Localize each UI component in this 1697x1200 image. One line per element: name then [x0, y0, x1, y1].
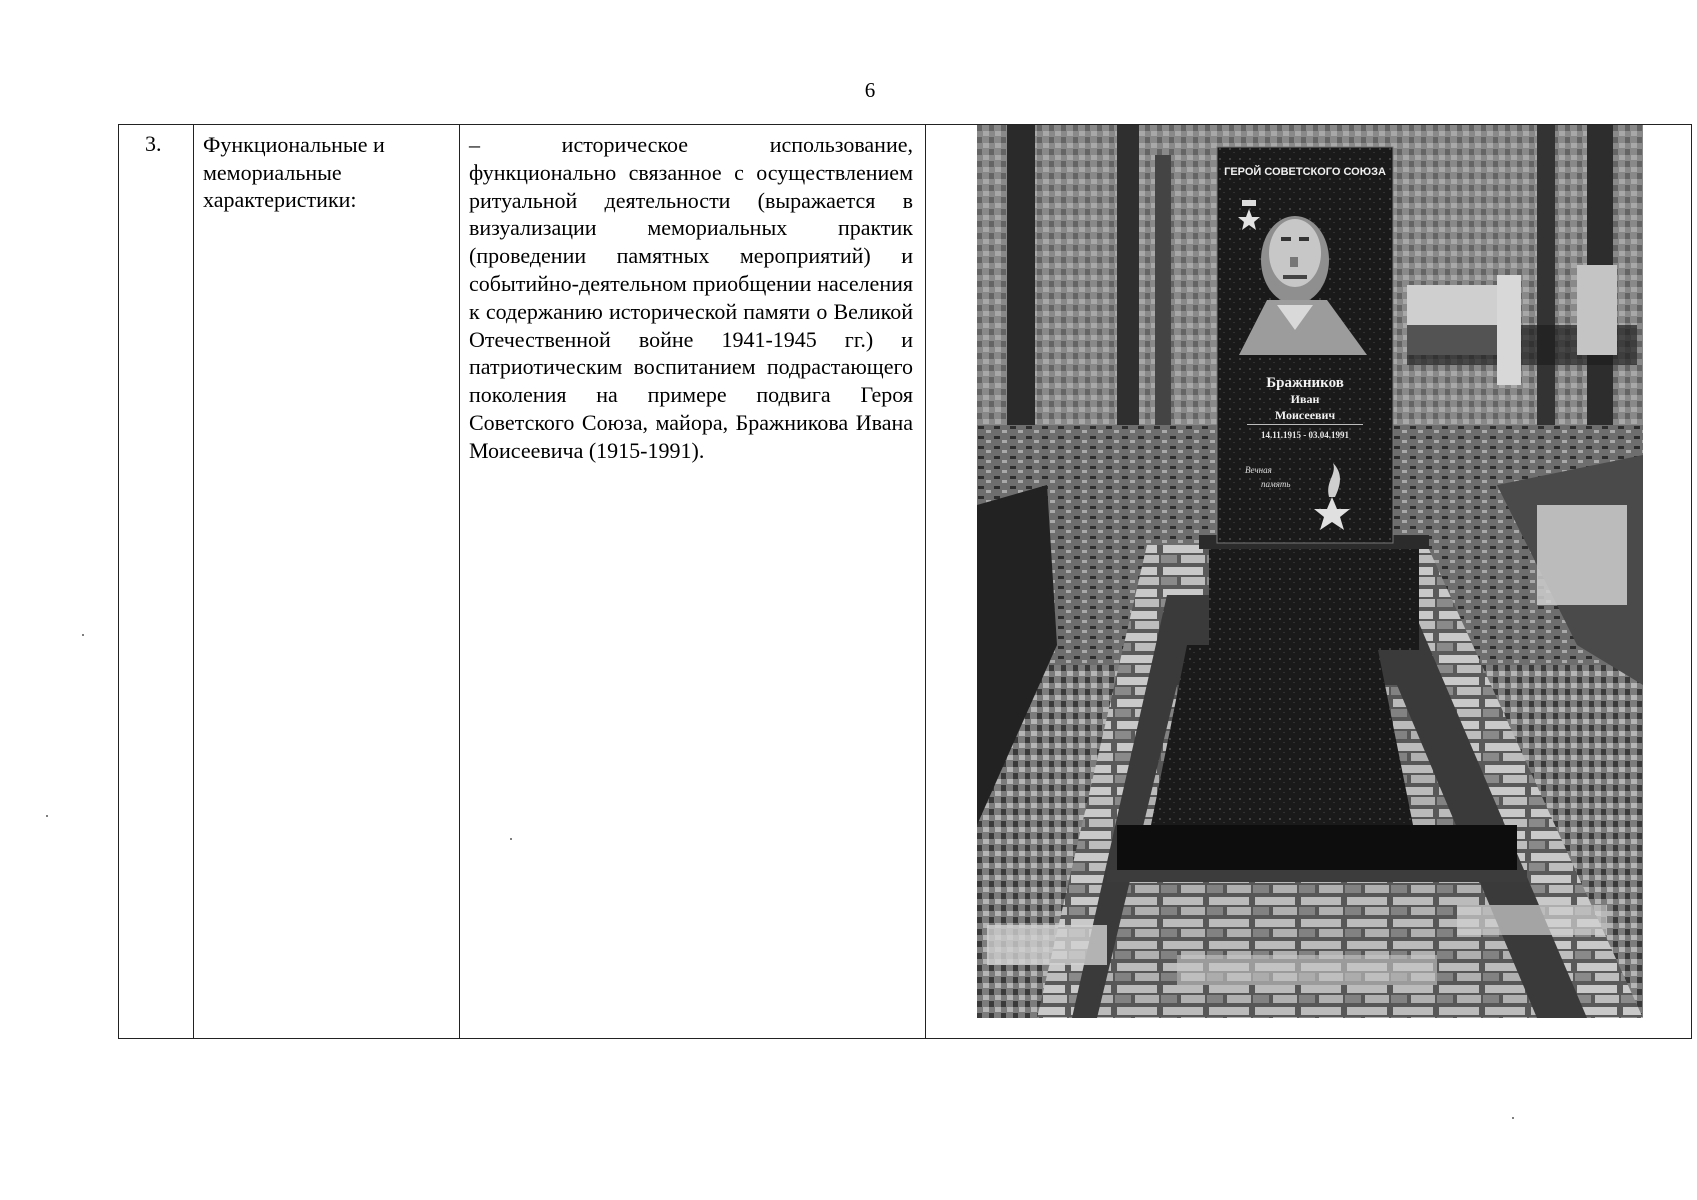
scan-speck — [1512, 1117, 1514, 1119]
monument-epitaph-1: Вечная — [1245, 465, 1272, 475]
monument-header: ГЕРОЙ СОВЕТСКОГО СОЮЗА — [1224, 166, 1386, 178]
monument-photo — [977, 125, 1643, 1018]
monument-patronymic: Моисеевич — [1274, 408, 1336, 422]
row-description: – историческое использование, функционально связанное с осуществлением ритуальной деятельности (выражается в визуализации мемориальных практик (проведении памятных мероприятий) и событийно-деятельном приобщении населения к содержанию исторической памяти о Великой Отечественной войне 1941-1945 гг.) и патриотическим воспитанием подрастающего поколения на примере подвига Героя Советского Союза, майора, Бражникова Ивана Моисеевича (1915-1991). — [469, 132, 913, 463]
scan-speck — [510, 838, 512, 840]
scan-speck — [46, 815, 48, 817]
monument-name: Иван — [1290, 392, 1320, 406]
monument-dates: 14.11.1915 - 03.04.1991 — [1260, 430, 1350, 440]
page-number: 6 — [864, 78, 876, 102]
characteristics-table — [118, 124, 1692, 1039]
monument-epitaph-2: память — [1261, 479, 1291, 489]
row-index: 3. — [145, 131, 162, 156]
photo-cell — [925, 125, 1691, 1038]
monument-surname: Бражников — [1266, 375, 1344, 391]
scan-speck — [82, 634, 84, 636]
row-label: Функциональные и мемориальные характеристики: — [203, 132, 385, 212]
